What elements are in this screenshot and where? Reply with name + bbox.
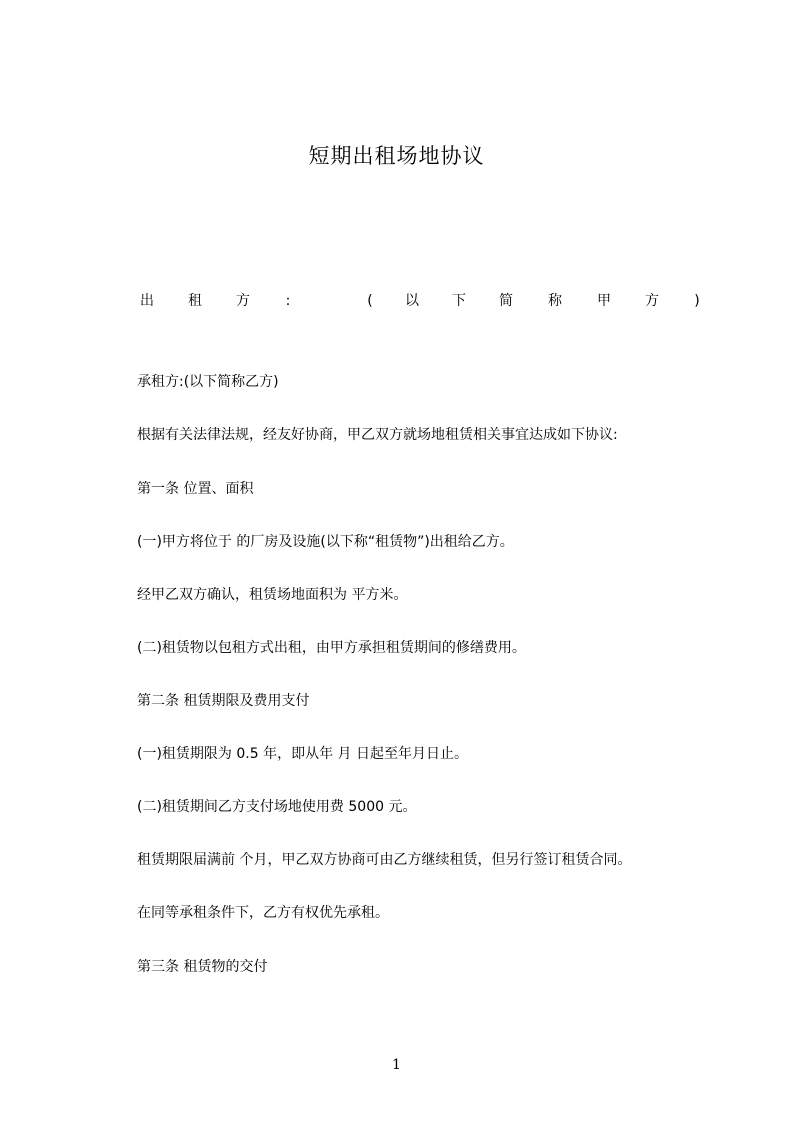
clause-paragraph: (一)租赁期限为 0.5 年，即从年 月 日起至年月日止。 (137, 746, 468, 762)
lessor-char: 下 (452, 293, 466, 309)
lessor-line (137, 291, 703, 311)
lessor-char: ) (694, 293, 700, 309)
lessor-char: 以 (405, 293, 419, 309)
lessor-char: 方 (236, 293, 250, 309)
lessor-char: : (285, 293, 291, 309)
clause-paragraph: (二)租赁物以包租方式出租，由甲方承担租赁期间的修缮费用。 (137, 640, 526, 656)
lessor-char: 简 (499, 293, 513, 309)
clause-paragraph: 经甲乙双方确认，租赁场地面积为 平方米。 (137, 587, 408, 603)
lessee-line: 承租方:(以下简称乙方) (137, 374, 279, 390)
lessor-char: 方 (645, 293, 659, 309)
article-heading: 第一条 位置、面积 (137, 481, 254, 497)
article-heading: 第三条 租赁物的交付 (137, 959, 268, 975)
lessor-char: 租 (188, 293, 202, 309)
lessor-char: 称 (548, 293, 562, 309)
document-title: 短期出租场地协议 (308, 144, 485, 168)
clause-paragraph: 租赁期限届满前 个月，甲乙双方协商可由乙方继续租赁，但另行签订租赁合同。 (137, 852, 632, 868)
lessor-char: ( (367, 293, 373, 309)
article-heading: 第二条 租赁期限及费用支付 (137, 693, 310, 709)
page-number: 1 (392, 1057, 401, 1073)
lessor-char: 甲 (597, 293, 611, 309)
preamble-paragraph: 根据有关法律法规，经友好协商，甲乙双方就场地租赁相关事宜达成如下协议: (137, 427, 618, 443)
clause-paragraph: 在同等承租条件下，乙方有权优先承租。 (137, 905, 389, 921)
clause-paragraph: (二)租赁期间乙方支付场地使用费 5000 元。 (137, 799, 417, 815)
lessor-char: 出 (140, 293, 154, 309)
clause-paragraph: (一)甲方将位于 的厂房及设施(以下称“租赁物”)出租给乙方。 (137, 534, 514, 550)
